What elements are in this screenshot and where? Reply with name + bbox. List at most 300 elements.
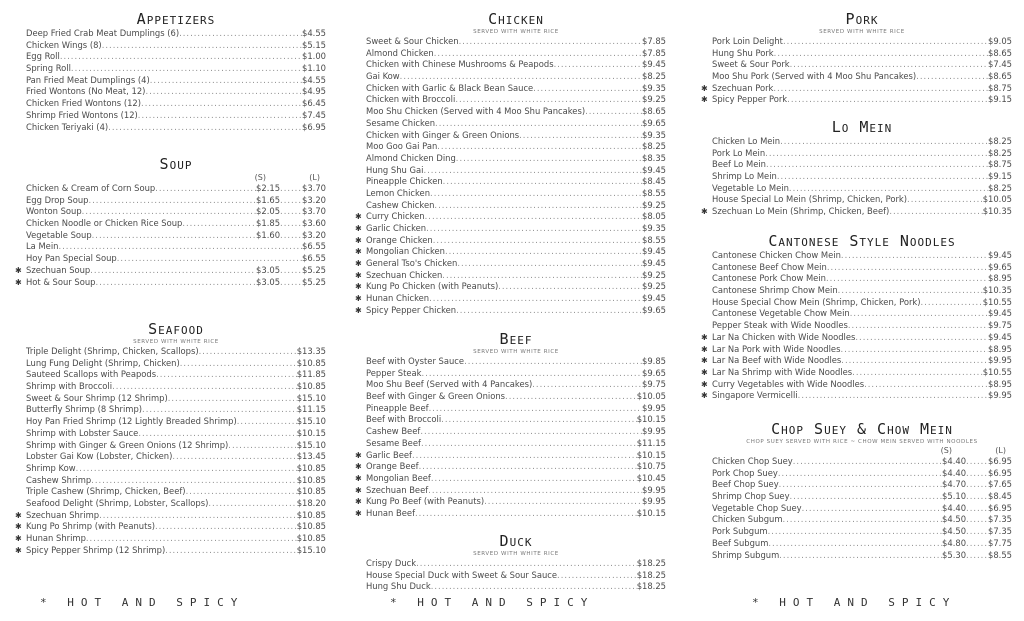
item-price: $8.25: [642, 71, 666, 82]
dot-leader: [435, 118, 642, 130]
menu-item: [712, 538, 1012, 550]
menu-item: [366, 558, 666, 570]
section-title: Lo Mein: [831, 118, 893, 136]
hot-spicy-star-icon: ✱: [701, 391, 708, 401]
item-price: $11.15: [636, 437, 666, 448]
dot-leader: [457, 258, 642, 270]
item-name: Vegetable Lo Mein: [712, 182, 789, 193]
menu-item: [355, 211, 666, 223]
item-price: $9.75: [988, 320, 1012, 331]
item-name: Lar Na Pork with Wide Noodles: [712, 343, 841, 354]
menu-item: [366, 356, 666, 368]
menu-item: [26, 393, 326, 405]
section-title: Beef: [499, 330, 533, 348]
item-name: Hung Shu Duck: [366, 581, 431, 592]
item-name: Moo Goo Gai Pan: [366, 141, 438, 152]
menu-item: [712, 308, 1012, 320]
item-name: Triple Cashew (Shrimp, Chicken, Beef): [26, 486, 186, 497]
item-price: $10.85: [296, 509, 326, 520]
item-price: $10.55: [982, 366, 1012, 377]
item-price: $9.45: [642, 258, 666, 269]
section-title: Cantonese Style Noodles: [768, 232, 956, 250]
menu-item: [26, 416, 326, 428]
item-price: $8.25: [988, 182, 1012, 193]
dot-leader: ......: [280, 264, 303, 275]
dot-leader: [186, 486, 297, 498]
dot-leader: [850, 308, 988, 320]
item-price: $8.75: [988, 159, 1012, 170]
item-name: Szechuan Shrimp: [26, 509, 100, 520]
item-price-small: $1.85: [256, 218, 281, 229]
menu-item: [355, 246, 666, 258]
item-name: Beef with Ginger & Green Onions: [366, 391, 506, 402]
item-price: $9.25: [642, 281, 666, 292]
dot-leader: [155, 521, 297, 533]
hot-spicy-star-icon: ✱: [15, 522, 22, 532]
item-price: $9.95: [988, 390, 1012, 401]
menu-item: [26, 98, 326, 110]
item-name: Hot & Sour Soup: [26, 276, 96, 287]
dot-leader: [789, 183, 988, 195]
menu-item: [712, 36, 1012, 48]
item-name: Shrimp Lo Mein: [712, 171, 777, 182]
item-price: $7.35: [988, 526, 1012, 537]
item-name: Almond Chicken Ding: [366, 152, 456, 163]
item-name: Garlic Beef: [366, 449, 412, 460]
menu-item: [701, 331, 1012, 344]
dot-leader: [464, 356, 642, 368]
dot-leader: [179, 28, 302, 40]
menu-item: [701, 355, 1012, 367]
item-price: $3.20: [302, 194, 326, 205]
item-price: $9.65: [642, 304, 666, 315]
item-price: $9.25: [642, 94, 666, 105]
item-name: Shrimp with Broccoli: [26, 381, 113, 392]
dot-leader: [855, 332, 988, 344]
dot-leader: [554, 59, 642, 71]
item-price: $9.45: [642, 59, 666, 70]
dot-leader: [86, 533, 297, 545]
dot-leader: [777, 171, 988, 183]
menu-item: [366, 188, 666, 200]
hot-spicy-star-icon: ✱: [355, 235, 362, 245]
item-price: $5.25: [302, 276, 326, 287]
item-name: Hoy Pan Fried Shrimp (12 Lightly Breaded Shrimp): [26, 416, 237, 427]
menu-item: [712, 183, 1012, 195]
item-price: $3.70: [302, 206, 326, 217]
dot-leader: [150, 75, 302, 87]
item-price: $9.95: [642, 426, 666, 437]
dot-leader: [199, 346, 297, 358]
item-price: $8.25: [988, 136, 1012, 146]
dot-leader: ......: [966, 549, 989, 560]
item-name: Garlic Chicken: [366, 223, 427, 233]
dot-leader: [827, 262, 988, 274]
item-price: $6.95: [988, 502, 1012, 513]
item-name: Pepper Steak with Wide Noodles: [712, 320, 848, 331]
item-name: Shrimp Fried Wontons (12): [26, 109, 138, 120]
dot-leader: [138, 428, 296, 440]
dot-leader: [780, 136, 988, 148]
menu-item: [26, 40, 326, 52]
menu-item: [712, 503, 1012, 515]
size-headers: [712, 446, 1012, 456]
dot-leader: [841, 250, 988, 262]
menu-item: [712, 250, 1012, 262]
item-name: Chicken Noodle or Chicken Rice Soup: [26, 218, 183, 229]
dot-leader: [790, 491, 943, 503]
item-price: $4.55: [302, 74, 326, 85]
menu-item: [712, 48, 1012, 60]
item-name: Cantonese Chicken Chow Mein: [712, 250, 841, 260]
dot-leader: [765, 148, 988, 160]
item-price: $9.25: [642, 269, 666, 280]
dot-leader: [889, 206, 982, 218]
item-name: Wonton Soup: [26, 206, 82, 217]
item-price: $9.65: [642, 117, 666, 128]
item-name: Szechuan Chicken: [366, 269, 443, 280]
menu-item: [366, 426, 666, 438]
hot-spicy-star-icon: ✱: [701, 367, 708, 377]
dot-leader: [802, 503, 942, 515]
item-price: $7.65: [988, 479, 1012, 490]
dot-leader: [838, 285, 983, 297]
menu-item: [712, 71, 1012, 83]
hot-spicy-star-icon: ✱: [15, 534, 22, 543]
hot-spicy-star-icon: ✱: [355, 508, 362, 518]
menu-item: [355, 472, 666, 485]
item-name: Beef Chop Suey: [712, 479, 779, 490]
hot-spicy-star-icon: ✱: [355, 294, 362, 304]
section-title: Soup: [159, 155, 193, 173]
menu-item: [26, 369, 326, 381]
menu-item: [366, 368, 666, 380]
dot-leader: [425, 211, 642, 223]
menu-item: [355, 496, 666, 508]
dot-leader: [798, 390, 988, 402]
section-title: Pork: [845, 10, 879, 28]
item-name: Sesame Beef: [366, 437, 421, 448]
item-name: Cashew Shrimp: [26, 474, 92, 485]
dot-leader: [102, 40, 302, 52]
hot-spicy-star-icon: ✱: [701, 332, 708, 342]
item-price: $10.15: [296, 427, 326, 438]
item-price: $10.85: [296, 486, 326, 497]
menu-item: [701, 82, 1012, 95]
item-price-small: $4.40: [942, 502, 967, 513]
dot-leader: [774, 48, 988, 60]
item-name: House Special Duck with Sweet & Sour Sauce: [366, 569, 558, 580]
item-name: Vegetable Chop Suey: [712, 502, 802, 513]
dot-leader: [58, 241, 302, 253]
menu-item: [355, 223, 666, 235]
dot-leader: [138, 110, 302, 122]
item-price: $7.35: [988, 514, 1012, 525]
dot-leader: [141, 98, 302, 110]
dot-leader: ......: [280, 194, 303, 205]
hot-spicy-star-icon: ✱: [355, 462, 362, 472]
dot-leader: [455, 94, 642, 106]
dot-leader: [456, 305, 642, 317]
item-price: $15.10: [296, 439, 326, 450]
menu-item: [15, 509, 326, 522]
dot-leader: [117, 253, 302, 265]
item-price: $3.60: [302, 218, 326, 229]
menu-item: [712, 273, 1012, 285]
item-price: $15.10: [296, 544, 326, 555]
dot-leader: [431, 473, 637, 485]
item-price: $15.10: [296, 416, 326, 427]
item-name: Pineapple Chicken: [366, 176, 443, 187]
item-price: $6.55: [302, 241, 326, 252]
dot-leader: [422, 368, 642, 380]
item-price: $10.35: [982, 285, 1012, 296]
dot-leader: [921, 297, 983, 309]
menu-item: [26, 451, 326, 463]
item-price: $3.70: [302, 183, 326, 193]
dot-leader: [768, 526, 942, 538]
item-price: $7.45: [302, 109, 326, 120]
item-price: $18.25: [636, 569, 666, 580]
menu-item: [366, 48, 666, 60]
item-name: La Mein: [26, 241, 59, 252]
dot-leader: [168, 393, 297, 405]
menu-item: [26, 195, 326, 207]
item-name: Shrimp Subgum: [712, 549, 780, 560]
dot-leader: [787, 94, 988, 106]
hot-spicy-star-icon: ✱: [355, 305, 362, 315]
dot-leader: [400, 71, 642, 83]
menu-item: [366, 165, 666, 177]
menu-section: [15, 320, 326, 556]
item-name: Egg Drop Soup: [26, 194, 89, 205]
item-price: $8.55: [988, 549, 1012, 560]
item-price-small: $4.50: [942, 526, 967, 537]
item-price: $9.35: [642, 129, 666, 140]
item-price: $8.65: [642, 106, 666, 117]
item-price: $10.85: [296, 357, 326, 368]
dot-leader: [779, 550, 942, 562]
item-price: $9.85: [642, 356, 666, 366]
item-price: $5.25: [302, 264, 326, 275]
item-name: Beef with Oyster Sauce: [366, 356, 465, 366]
menu-item: [355, 234, 666, 247]
menu-item: [366, 71, 666, 83]
dot-leader: [433, 235, 642, 247]
dot-leader: [790, 59, 988, 71]
menu-item: [26, 498, 326, 510]
menu-item: [701, 343, 1012, 356]
item-price: $10.05: [982, 194, 1012, 205]
menu-item: [701, 94, 1012, 106]
section-title: Appetizers: [136, 10, 216, 28]
item-price: $8.35: [642, 152, 666, 163]
item-price: $8.75: [988, 82, 1012, 93]
dot-leader: [208, 498, 296, 510]
item-price: $9.65: [988, 261, 1012, 272]
item-name: Pan Fried Meat Dumplings (4): [26, 74, 150, 85]
item-name: Moo Shu Chicken (Served with 4 Moo Shu Pancakes): [366, 106, 586, 117]
item-price-small: $4.40: [942, 456, 967, 466]
menu-item: [26, 183, 326, 195]
menu-item: [712, 194, 1012, 206]
dot-leader: ......: [966, 526, 989, 537]
item-price: $9.15: [988, 94, 1012, 105]
item-name: Kung Po Shrimp (with Peanuts): [26, 521, 156, 532]
dot-leader: [456, 153, 642, 165]
item-price: $9.45: [988, 331, 1012, 342]
item-name: Egg Roll: [26, 51, 60, 62]
item-price: $18.25: [636, 558, 666, 568]
item-name: Cantonese Shrimp Chow Mein: [712, 285, 838, 296]
menu-item: [355, 304, 666, 317]
item-name: Szechuan Soup: [26, 264, 91, 275]
item-name: Beef Subgum: [712, 537, 769, 548]
item-price: $9.95: [988, 355, 1012, 366]
item-price: $10.15: [636, 449, 666, 460]
item-name: Orange Beef: [366, 461, 419, 472]
item-name: Mongolian Beef: [366, 472, 431, 483]
item-price: $9.35: [642, 82, 666, 93]
dot-leader: [421, 438, 637, 450]
menu-item: [26, 253, 326, 265]
item-price: $9.25: [642, 199, 666, 210]
item-name: Vegetable Soup: [26, 229, 92, 240]
item-price: $9.95: [642, 402, 666, 413]
item-price-small: $4.80: [942, 537, 967, 548]
dot-leader: ......: [966, 502, 989, 513]
dot-leader: [779, 479, 942, 491]
menu-item: [26, 75, 326, 87]
item-name: Lemon Chicken: [366, 187, 431, 198]
menu-item: [26, 440, 326, 452]
hot-spicy-star-icon: ✱: [355, 247, 362, 257]
hot-spicy-star-icon: ✱: [355, 259, 362, 269]
dot-leader: [112, 381, 297, 393]
dot-leader: [90, 265, 256, 277]
item-name: Kung Po Beef (with Peanuts): [366, 496, 485, 507]
item-name: Lar Na Shrimp with Wide Noodles: [712, 366, 853, 377]
section-title: Seafood: [148, 320, 204, 338]
item-price: $6.45: [302, 98, 326, 109]
dot-leader: [172, 451, 296, 463]
item-price: $9.15: [988, 171, 1012, 182]
menu-item: [712, 479, 1012, 491]
dot-leader: ......: [966, 491, 989, 502]
menu-item: [366, 106, 666, 118]
dot-leader: ......: [280, 183, 303, 193]
hot-and-spicy-legend: * HOT AND SPICY: [40, 596, 245, 609]
item-price: $8.45: [988, 491, 1012, 502]
menu-item: [355, 484, 666, 497]
item-price-small: $3.05: [256, 264, 281, 275]
item-price: $8.65: [988, 71, 1012, 82]
menu-item: [366, 176, 666, 188]
dot-leader: [428, 485, 642, 497]
section-subtitle: SERVED WITH WHITE RICE: [473, 551, 559, 557]
dot-leader: [180, 358, 297, 370]
dot-leader: [165, 545, 296, 557]
dot-leader: [95, 277, 256, 289]
item-name: Moo Shu Pork (Served with 4 Moo Shu Pancakes): [712, 71, 917, 82]
item-name: Lar Na Chicken with Wide Noodles: [712, 331, 856, 342]
item-price: $7.45: [988, 59, 1012, 70]
item-price: $13.45: [296, 451, 326, 462]
item-name: Singapore Vermicelli: [712, 390, 798, 401]
menu-item: [366, 581, 666, 593]
item-name: Curry Chicken: [366, 211, 425, 222]
dot-leader: [419, 461, 637, 473]
item-price: $9.45: [988, 308, 1012, 319]
item-name: Spicy Pepper Chicken: [366, 304, 457, 315]
dot-leader: [415, 508, 637, 520]
item-name: Szechuan Pork: [712, 82, 774, 93]
item-price: $8.95: [988, 343, 1012, 354]
menu-section: [355, 10, 666, 317]
menu-item: [366, 94, 666, 106]
section-subtitle: SERVED WITH WHITE RICE: [473, 29, 559, 35]
dot-leader: [498, 281, 642, 293]
menu-item: [366, 59, 666, 71]
item-price-small: $4.70: [942, 479, 967, 490]
size-header-large: (L): [995, 446, 1006, 455]
item-name: Orange Chicken: [366, 234, 433, 245]
item-price: $6.95: [988, 456, 1012, 466]
menu-item: [15, 276, 326, 289]
item-name: Chicken Chop Suey: [712, 456, 793, 466]
item-price: $9.05: [988, 36, 1012, 46]
item-name: Chicken & Cream of Corn Soup: [26, 183, 156, 193]
dot-leader: ......: [280, 276, 303, 287]
item-name: Lung Fung Delight (Shrimp, Chicken): [26, 357, 180, 368]
menu-item: [701, 378, 1012, 391]
menu-item: [26, 475, 326, 487]
menu-item: [366, 403, 666, 415]
dot-leader: [182, 218, 256, 230]
item-price: $10.85: [296, 381, 326, 392]
item-name: Shrimp Chop Suey: [712, 491, 790, 502]
dot-leader: [434, 48, 642, 60]
size-header-small: (S): [940, 446, 952, 455]
hot-spicy-star-icon: ✱: [355, 473, 362, 483]
dot-leader: [60, 51, 302, 63]
menu-item: [15, 264, 326, 277]
dot-leader: [156, 369, 297, 381]
item-name: House Special Lo Mein (Shrimp, Chicken, Pork): [712, 194, 908, 205]
item-price: $9.35: [642, 223, 666, 233]
item-price: $10.35: [982, 206, 1012, 217]
dot-leader: [848, 320, 988, 332]
hot-spicy-star-icon: ✱: [355, 497, 362, 507]
item-name: Hunan Chicken: [366, 293, 430, 304]
item-price: $9.95: [642, 484, 666, 495]
item-price: $4.95: [302, 86, 326, 97]
menu-item: [712, 468, 1012, 480]
item-name: Sweet & Sour Shrimp (12 Shrimp): [26, 392, 168, 403]
hot-and-spicy-legend: * HOT AND SPICY: [390, 596, 595, 609]
item-price: $18.20: [296, 497, 326, 508]
item-name: Butterfly Shrimp (8 Shrimp): [26, 404, 143, 415]
item-name: Chicken with Broccoli: [366, 94, 456, 105]
item-price: $4.55: [302, 28, 326, 38]
menu-item: [26, 241, 326, 253]
item-name: Lobster Gai Kow (Lobster, Chicken): [26, 451, 173, 462]
item-name: Seafood Delight (Shrimp, Lobster, Scallops): [26, 497, 209, 508]
dot-leader: [145, 86, 302, 98]
menu-item: [26, 486, 326, 498]
menu-item: [366, 141, 666, 153]
menu-item: [712, 550, 1012, 562]
